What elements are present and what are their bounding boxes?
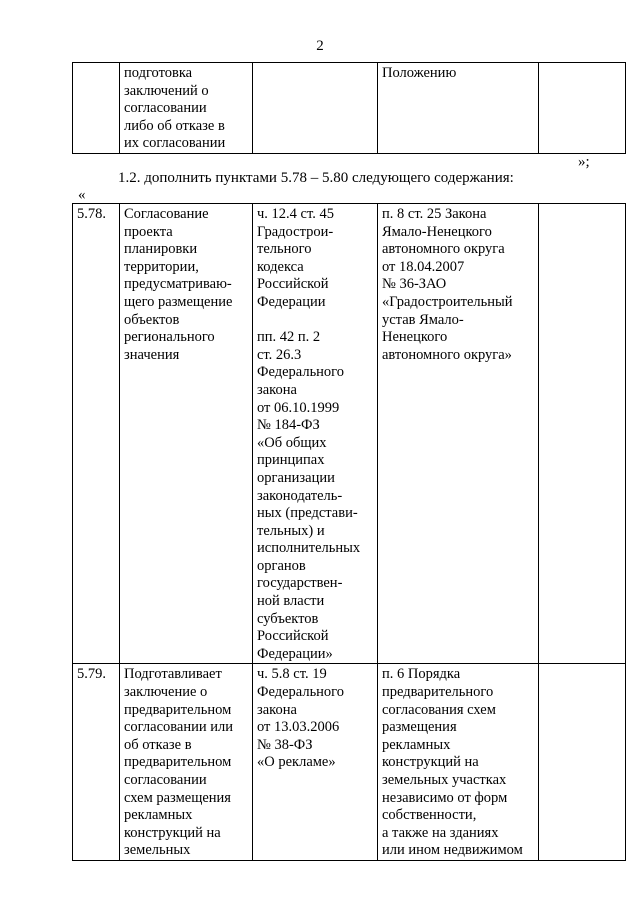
text-line: № 184-ФЗ [257,417,320,434]
text-line: пп. 42 п. 2 [257,329,321,346]
basis-gap [257,312,373,330]
text-line: ст. 26.3 [257,346,302,363]
text-line: № 36-ЗАО [382,276,447,293]
text-line: Ямало-Ненецкого [382,223,492,240]
text-line: размещения [382,719,457,736]
basis-cell [253,63,378,154]
action-cell [120,63,253,154]
text-line: ч. 5.8 ст. 19 [257,666,327,683]
text-line: объектов [124,311,180,328]
row-number-cell: 5.78. [73,204,120,664]
basis-group-b [257,329,373,663]
text-line: регионального [124,329,215,346]
text-line: согласовании или [124,719,234,736]
text-line: Градострои- [257,223,334,240]
text-line: от 13.03.2006 [257,719,340,736]
continued-table [72,62,626,154]
note-cell [539,204,626,664]
text-line: Федерального [257,684,345,701]
regulation-cell [378,63,539,154]
text-line: конструкций на [124,824,221,841]
text-line: проекта [124,223,173,240]
text-line: «Градостроительный [382,293,513,310]
text-line: заключений о [124,82,209,99]
text-line: земельных [124,842,191,859]
text-line: Подготавливает [124,666,222,683]
basis-cell [253,664,378,861]
text-line: Федерального [257,364,345,381]
basis-cell [253,204,378,664]
text-line: либо об отказе в [124,117,225,134]
text-line: органов [257,557,306,574]
text-line: Федерации» [257,645,333,662]
text-line: закона [257,381,297,398]
regulation-cell [378,664,539,861]
text-line: предварительном [124,754,232,771]
table-row [73,63,626,154]
note-cell [539,63,626,154]
note-cell [539,664,626,861]
text-line: принципах [257,452,325,469]
text-line: собственности, [382,807,477,824]
amendment-table [72,203,626,861]
text-line: субъектов [257,610,319,627]
text-line: Российской [257,276,329,293]
text-line: независимо от форм [382,789,508,806]
text-line: схем размещения [124,789,231,806]
text-line: «Об общих [257,434,327,451]
text-line: согласовании [124,100,207,117]
text-line: планировки [124,241,198,258]
text-line: автономного округа [382,241,505,258]
text-line: или ином недвижимом [382,842,523,859]
text-line: ных (представи- [257,505,358,522]
text-line: от 18.04.2007 [382,258,465,275]
text-line: ч. 12.4 ст. 45 [257,206,334,222]
row-number-cell: 5.79. [73,664,120,861]
text-line: предварительного [382,684,494,701]
text-line: автономного округа» [382,346,512,363]
action-cell [120,664,253,861]
text-line: тельных) и [257,522,325,539]
text-line: подготовка [124,65,193,81]
text-line: ной власти [257,593,325,610]
text-line: территории, [124,258,199,275]
opening-quote-mark: « [78,187,86,203]
text-line: «О рекламе» [257,754,336,771]
text-line: Согласование [124,206,209,222]
row-number-cell [73,63,120,154]
text-line: государствен- [257,575,343,592]
text-line: Федерации [257,293,326,310]
text-line: предварительном [124,701,232,718]
text-line: а также на зданиях [382,824,499,841]
text-line: Положению [382,65,457,81]
text-line: об отказе в [124,736,192,753]
text-line: заключение о [124,684,208,701]
text-line: щего размещение [124,293,233,310]
closing-quote-mark: »; [578,154,590,170]
text-line: согласовании [124,772,207,788]
regulation-cell [378,204,539,664]
table-row [73,204,626,664]
text-line: кодекса [257,258,304,275]
text-line: исполнительных [257,540,361,557]
text-line: от 06.10.1999 [257,399,340,416]
text-line: Ненецкого [382,329,448,346]
action-cell [120,204,253,664]
amendment-instruction: 1.2. дополнить пунктами 5.78 – 5.80 следующего содержания: [118,170,514,186]
text-line: Российской [257,628,329,645]
page-number: 2 [316,38,324,54]
text-line: конструкций на [382,754,479,771]
text-line: их согласовании [124,135,226,152]
text-line: п. 6 Порядка [382,666,461,683]
text-line: закона [257,701,297,718]
text-line: устав Ямало- [382,311,464,328]
text-line: предусматриваю- [124,276,232,293]
text-line: п. 8 ст. 25 Закона [382,206,487,222]
text-line: тельного [257,241,312,258]
text-line: рекламных [382,736,451,753]
basis-group-a [257,206,373,312]
text-line: согласования схем [382,701,496,718]
text-line: значения [124,346,180,363]
text-line: организации [257,469,335,486]
text-line: № 38-ФЗ [257,736,313,753]
text-line: рекламных [124,807,193,824]
table-row [73,664,626,861]
text-line: земельных участках [382,772,507,788]
text-line: законодатель- [257,487,343,504]
